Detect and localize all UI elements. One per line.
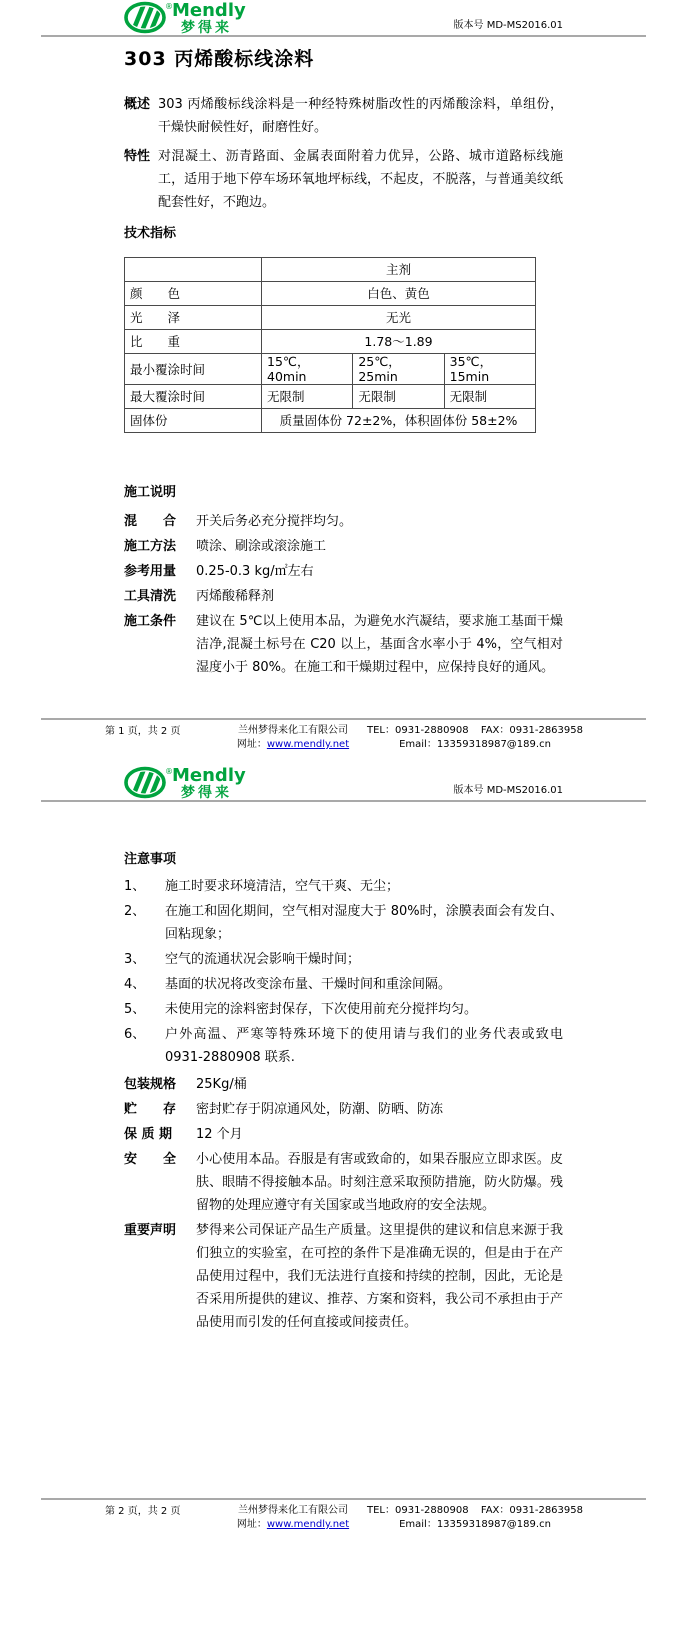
brand-name: Mendly — [172, 0, 246, 21]
version-label: 版本号 MD-MS2016.01 — [453, 20, 563, 31]
construction-text: 喷涂、刷涂或滚涂施工 — [196, 539, 327, 554]
note-text: 户外高温、严寒等特殊环境下的使用请与我们的业务代表或致电 0931-2880908 联系. — [165, 1027, 563, 1065]
construction-label: 参考用量 — [124, 564, 177, 579]
note-number: 5、 — [124, 1002, 146, 1017]
table-row — [125, 354, 536, 385]
features-text: 对混凝土、沥青路面、金属表面附着力优异，公路、城市道路标线施工，适用于地下停车场环氧地坪标线，不起皮，不脱落，与普通美纹纸配套性好，不跑边。 — [158, 149, 563, 210]
page1-footer — [0, 718, 687, 752]
table-cell-max-recoat-35: 无限制 — [444, 385, 535, 409]
attr-storage — [124, 1098, 563, 1121]
website-link[interactable]: www.mendly.net — [266, 1519, 350, 1530]
table-label-min-recoat: 最小覆涂时间 — [125, 354, 262, 385]
attr-text: 25Kg/桶 — [196, 1077, 247, 1092]
table-cell-empty — [125, 258, 262, 282]
mendly-logo-icon — [124, 0, 294, 35]
table-row — [125, 258, 536, 282]
table-row — [125, 306, 536, 330]
page-number: 第 2 页，共 2 页 — [105, 1506, 181, 1517]
table-cell-min-recoat-15: 15℃，40min — [262, 354, 353, 385]
attr-text: 梦得来公司保证产品生产质量。这里提供的建议和信息来源于我们独立的实验室，在可控的条件下是准确无误的，但是由于在产品使用过程中，我们无法进行直接和持续的控制，因此，无论是否采用所提供的建议、推荐、方案和资料，我公司不承担由于产品使用而引发的任何直接或间接责任。 — [196, 1223, 563, 1330]
attr-label: 安 全 — [124, 1152, 177, 1167]
page-header — [0, 0, 687, 35]
mendly-logo-icon — [124, 765, 294, 800]
note-item-5 — [124, 998, 563, 1021]
fax-label: FAX：0931-2863958 — [480, 725, 583, 736]
brand-logo — [124, 0, 687, 35]
version-label: 版本号 MD-MS2016.01 — [453, 785, 563, 796]
table-value-density: 1.78～1.89 — [262, 330, 536, 354]
note-item-2 — [124, 900, 563, 946]
header-rule — [41, 35, 646, 37]
table-label-density: 比 重 — [125, 330, 262, 354]
attr-text: 小心使用本品。吞服是有害或致命的，如果吞服应立即求医。皮肤、眼睛不得接触本品。时刻注意采取预防措施，防火防爆。残留物的处理应遵守有关国家或当地政府的安全法规。 — [196, 1152, 563, 1213]
note-text: 空气的流通状况会影响干燥时间； — [165, 952, 361, 967]
table-cell-min-recoat-25: 25℃，25min — [353, 354, 444, 385]
table-row — [125, 282, 536, 306]
construction-item-mixing — [124, 510, 563, 533]
features-section — [124, 145, 563, 214]
overview-text: 303 丙烯酸标线涂料是一种经特殊树脂改性的丙烯酸涂料，单组份，干燥快耐候性好，耐磨性好。 — [158, 97, 563, 135]
page2-footer — [0, 1498, 687, 1532]
table-value-color: 白色、黄色 — [262, 282, 536, 306]
page-title: 303 丙烯酸标线涂料 — [124, 48, 315, 70]
construction-heading: 施工说明 — [124, 485, 177, 500]
table-cell-max-recoat-15: 无限制 — [262, 385, 353, 409]
construction-item-conditions — [124, 610, 563, 679]
attr-label: 重要声明 — [124, 1223, 177, 1238]
table-label-solids: 固体份 — [125, 409, 262, 433]
construction-label: 施工条件 — [124, 614, 177, 629]
attr-text: 12 个月 — [196, 1127, 243, 1142]
notes-heading: 注意事项 — [124, 852, 177, 867]
note-text: 施工时要求环境清洁，空气干爽、无尘； — [165, 879, 400, 894]
table-value-gloss: 无光 — [262, 306, 536, 330]
table-header-main-agent: 主剂 — [262, 258, 536, 282]
website-link[interactable]: www.mendly.net — [266, 739, 350, 750]
website-label: 网址： — [236, 1519, 267, 1530]
construction-item-dosage — [124, 560, 563, 583]
brand-name-cn: 梦得来 — [181, 785, 232, 800]
footer-rule — [41, 718, 646, 720]
construction-label: 工具清洗 — [124, 589, 177, 604]
attr-label: 保 质 期 — [124, 1127, 173, 1142]
attr-label: 贮 存 — [124, 1102, 177, 1117]
attr-safety — [124, 1148, 563, 1217]
construction-text: 建议在 5℃以上使用本品，为避免水汽凝结，要求施工基面干燥洁净,混凝土标号在 C20 以上，基面含水率小于 4%，空气相对湿度小于 80%。在施工和干燥期过程中，应保持良好的通风。 — [196, 614, 563, 675]
table-cell-min-recoat-35: 35℃，15min — [444, 354, 535, 385]
attr-text: 密封贮存于阴凉通风处，防潮、防晒、防冻 — [196, 1102, 444, 1117]
datasheet-page-2 — [0, 752, 687, 1638]
table-value-solids: 质量固体份 72±2%，体积固体份 58±2% — [262, 409, 536, 433]
table-cell-max-recoat-25: 无限制 — [353, 385, 444, 409]
brand-name: Mendly — [172, 765, 246, 786]
fax-label: FAX：0931-2863958 — [480, 1505, 583, 1516]
construction-text: 0.25-0.3 kg/㎡左右 — [196, 564, 314, 579]
page-number: 第 1 页，共 2 页 — [105, 726, 181, 737]
email-label: Email：13359318987@189.cn — [399, 739, 551, 750]
note-number: 2、 — [124, 904, 146, 919]
note-item-1 — [124, 875, 563, 898]
registered-mark: ® — [165, 767, 173, 776]
tel-label: TEL：0931-2880908 — [367, 725, 469, 736]
table-label-max-recoat: 最大覆涂时间 — [125, 385, 262, 409]
note-number: 4、 — [124, 977, 146, 992]
attr-disclaimer — [124, 1219, 563, 1334]
note-number: 1、 — [124, 879, 146, 894]
table-label-color: 颜 色 — [125, 282, 262, 306]
datasheet-page-1 — [0, 0, 687, 752]
note-item-4 — [124, 973, 563, 996]
table-label-gloss: 光 泽 — [125, 306, 262, 330]
attr-packaging — [124, 1073, 563, 1096]
construction-item-tool-cleaning — [124, 585, 563, 608]
tech-specs-heading: 技术指标 — [124, 226, 177, 241]
construction-text: 开关后务必充分搅拌均匀。 — [196, 514, 353, 529]
construction-label: 混 合 — [124, 514, 177, 529]
email-label: Email：13359318987@189.cn — [399, 1519, 551, 1530]
note-number: 3、 — [124, 952, 146, 967]
note-text: 基面的状况将改变涂布量、干燥时间和重涂间隔。 — [165, 977, 452, 992]
brand-name-cn: 梦得来 — [181, 20, 232, 35]
table-row — [125, 330, 536, 354]
attr-label: 包装规格 — [124, 1077, 177, 1092]
company-name: 兰州梦得来化工有限公司 — [238, 1505, 348, 1516]
website-label: 网址： — [236, 739, 267, 750]
note-item-3 — [124, 948, 563, 971]
table-row — [125, 385, 536, 409]
note-text: 在施工和固化期间，空气相对湿度大于 80%时，涂膜表面会有发白、回粘现象； — [165, 904, 563, 942]
attr-shelf-life — [124, 1123, 563, 1146]
construction-item-method — [124, 535, 563, 558]
note-item-6 — [124, 1023, 563, 1069]
construction-text: 丙烯酸稀释剂 — [196, 589, 275, 604]
table-row — [125, 409, 536, 433]
registered-mark: ® — [165, 2, 173, 11]
note-number: 6、 — [124, 1027, 146, 1042]
construction-label: 施工方法 — [124, 539, 177, 554]
page1-content — [124, 93, 563, 679]
overview-label: 概述 — [124, 97, 151, 112]
note-text: 未使用完的涂料密封保存，下次使用前充分搅拌均匀。 — [165, 1002, 478, 1017]
company-name: 兰州梦得来化工有限公司 — [238, 725, 348, 736]
page-header — [0, 752, 687, 800]
spec-table — [124, 257, 536, 433]
features-label: 特性 — [124, 149, 151, 164]
page2-content — [124, 848, 563, 1334]
brand-logo — [124, 765, 687, 800]
header-rule — [41, 800, 646, 802]
footer-rule — [41, 1498, 646, 1500]
overview-section — [124, 93, 563, 139]
tel-label: TEL：0931-2880908 — [367, 1505, 469, 1516]
